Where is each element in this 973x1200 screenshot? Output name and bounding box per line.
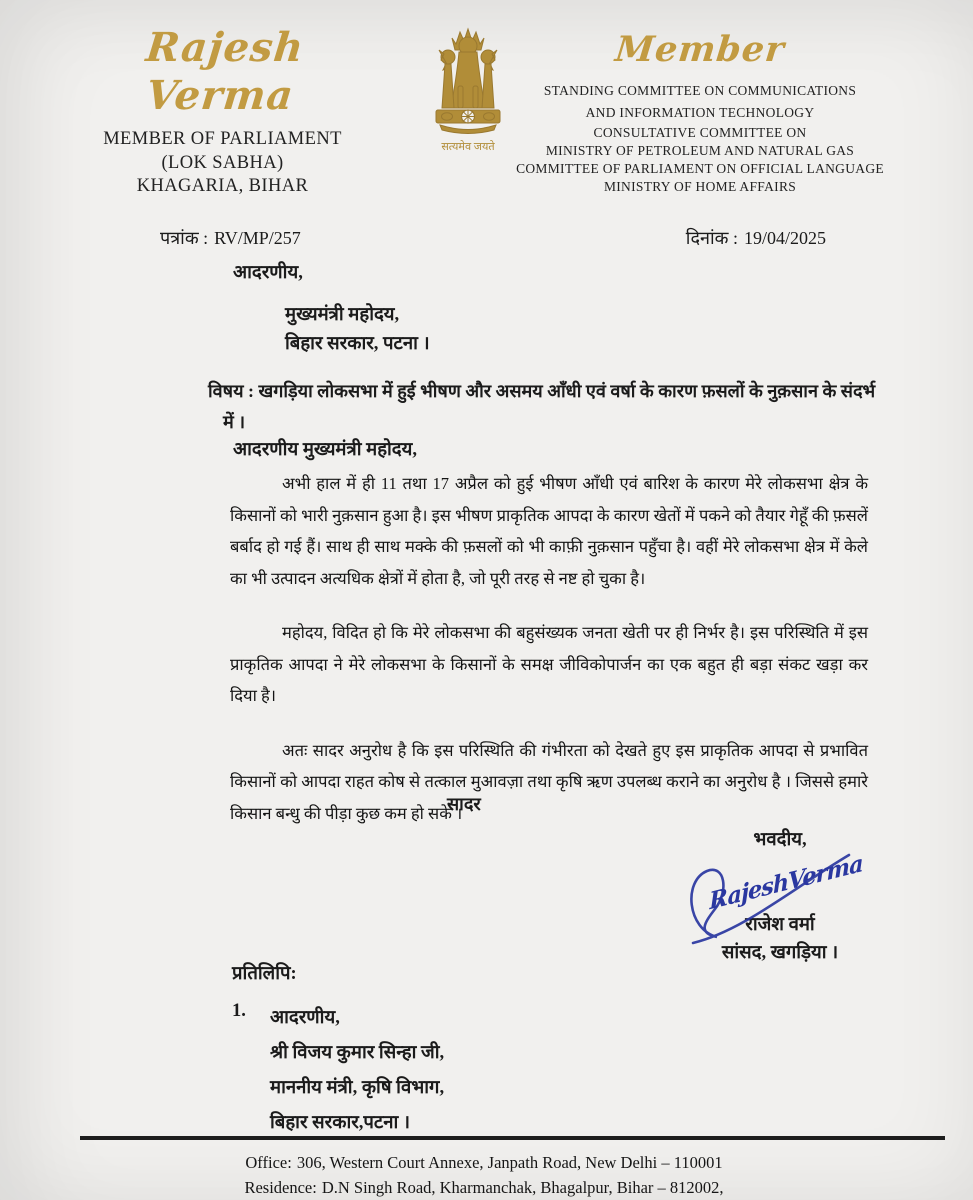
copy-section	[232, 960, 444, 1141]
sender-script-name: Rajesh Verma	[143, 24, 307, 119]
committee-line-1: STANDING COMMITTEE ON COMMUNICATIONS	[543, 83, 857, 98]
letter-body	[230, 468, 868, 852]
emblem-motto: सत्यमेव जयते	[441, 141, 495, 153]
body-paragraph-1: अभी हाल में ही 11 तथा 17 अप्रैल को हुई भीषण आँधी एवं बारिश के कारण मेरे लोकसभा क्षेत्र के किसानों को भारी नुक़सान हुआ है। इस भीषण प्राकृतिक आपदा के कारण खेतों में पकने को तैयार गेहूँ की फ़सलें बर्बाद हो गई हैं। साथ ही साथ मक्के की फ़सलों को भी काफ़ी नुक़सान पहुँचा है। वहीं मेरे लोकसभा क्षेत्र में केले का भी उत्पादन अत्यधिक क्षेत्रों में होता है, जो पूरी तरह से नष्ट हो चुका है।	[230, 474, 868, 588]
header-right-block	[496, 28, 904, 196]
footer-block	[0, 1150, 973, 1200]
letter-number	[160, 226, 307, 250]
copy-line-1: आदरणीय,	[270, 1008, 340, 1028]
sender-name: राजेश वर्मा	[745, 915, 815, 935]
committee-line-6: MINISTRY OF HOME AFFAIRS	[603, 179, 797, 194]
footer-office-line	[0, 1150, 973, 1175]
header-left-line-2: (LOK SABHA)	[161, 152, 284, 173]
copy-item-number: 1.	[232, 1001, 246, 1021]
signature-text: RajeshVerma	[708, 849, 864, 916]
recipient-line-2: बिहार सरकार, पटना ।	[285, 333, 430, 354]
footer-residence-value: D.N Singh Road, Kharmanchak, Bhagalpur, Bihar – 812002,	[321, 1178, 724, 1197]
body-paragraph-3: अतः सादर अनुरोध है कि इस परिस्थिति की गंभीरता को देखते हुए इस प्राकृतिक आपदा से प्रभावित किसानों को आपदा राहत कोष से तत्काल मुआवज़ा तथा कृषि ऋण उपलब्ध कराने का अनुरोध है । जिससे हमारे किसान बन्धु की पीड़ा कुछ कम हो सके ।	[230, 740, 868, 823]
header-left-line-1: MEMBER OF PARLIAMENT	[103, 129, 342, 149]
recipient-block	[233, 260, 430, 358]
valediction: भवदीय,	[753, 830, 807, 850]
letter-number-label: पत्रांक :	[160, 228, 209, 248]
copy-line-4: बिहार सरकार,पटना ।	[270, 1113, 410, 1133]
letter-date	[686, 226, 832, 250]
copy-item-1	[232, 1001, 444, 1141]
recipient-salutation: आदरणीय,	[233, 263, 303, 283]
committee-line-4: MINISTRY OF PETROLEUM AND NATURAL GAS	[545, 143, 855, 158]
signature	[655, 849, 905, 916]
sender-designation: सांसद, खगड़िया ।	[721, 943, 839, 963]
member-script-title: Member	[613, 29, 787, 70]
committee-line-3: CONSULTATIVE COMMITTEE ON	[593, 125, 807, 140]
header-left-line-3: KHAGARIA, BIHAR	[136, 176, 309, 196]
letter-number-value: RV/MP/257	[214, 228, 301, 248]
subject-label: विषय :	[208, 381, 255, 401]
footer-office-value: 306, Western Court Annexe, Janpath Road, New Delhi – 110001	[296, 1153, 723, 1172]
committee-line-2: AND INFORMATION TECHNOLOGY	[585, 105, 815, 120]
header-left-block	[70, 24, 375, 199]
letter-date-label: दिनांक :	[685, 228, 738, 248]
copy-line-3: माननीय मंत्री, कृषि विभाग,	[270, 1078, 445, 1098]
closing-block	[655, 826, 905, 964]
subject-text: खगड़िया लोकसभा में हुई भीषण और असमय आँधी एवं वर्षा के कारण फ़सलों के नुक़सान के संदर्भ में ।	[223, 381, 876, 432]
footer-residence-line	[0, 1175, 973, 1200]
footer-office-label: Office:	[245, 1153, 292, 1172]
committee-line-5: COMMITTEE OF PARLIAMENT ON OFFICIAL LANGUAGE	[516, 161, 884, 176]
regards-line: सादर	[447, 794, 481, 814]
footer-divider	[80, 1136, 945, 1140]
copy-heading: प्रतिलिपि:	[232, 964, 297, 984]
meta-row	[160, 226, 832, 250]
greeting-line: आदरणीय मुख्यमंत्री महोदय,	[233, 440, 417, 460]
subject-line	[208, 376, 883, 437]
body-paragraph-2: महोदय, विदित हो कि मेरे लोकसभा की बहुसंख्यक जनता खेती पर ही निर्भर है। इस परिस्थिति में इस प्राकृतिक आपदा ने मेरे लोकसभा के किसानों के समक्ष जीविकोपार्जन का एक बहुत ही बड़ा संकट खड़ा कर दिया है।	[230, 623, 868, 705]
letter-date-value: 19/04/2025	[743, 228, 826, 248]
footer-residence-label: Residence:	[244, 1178, 317, 1197]
recipient-line-1: मुख्यमंत्री महोदय,	[285, 305, 400, 325]
copy-line-2: श्री विजय कुमार सिन्हा जी,	[270, 1043, 445, 1063]
